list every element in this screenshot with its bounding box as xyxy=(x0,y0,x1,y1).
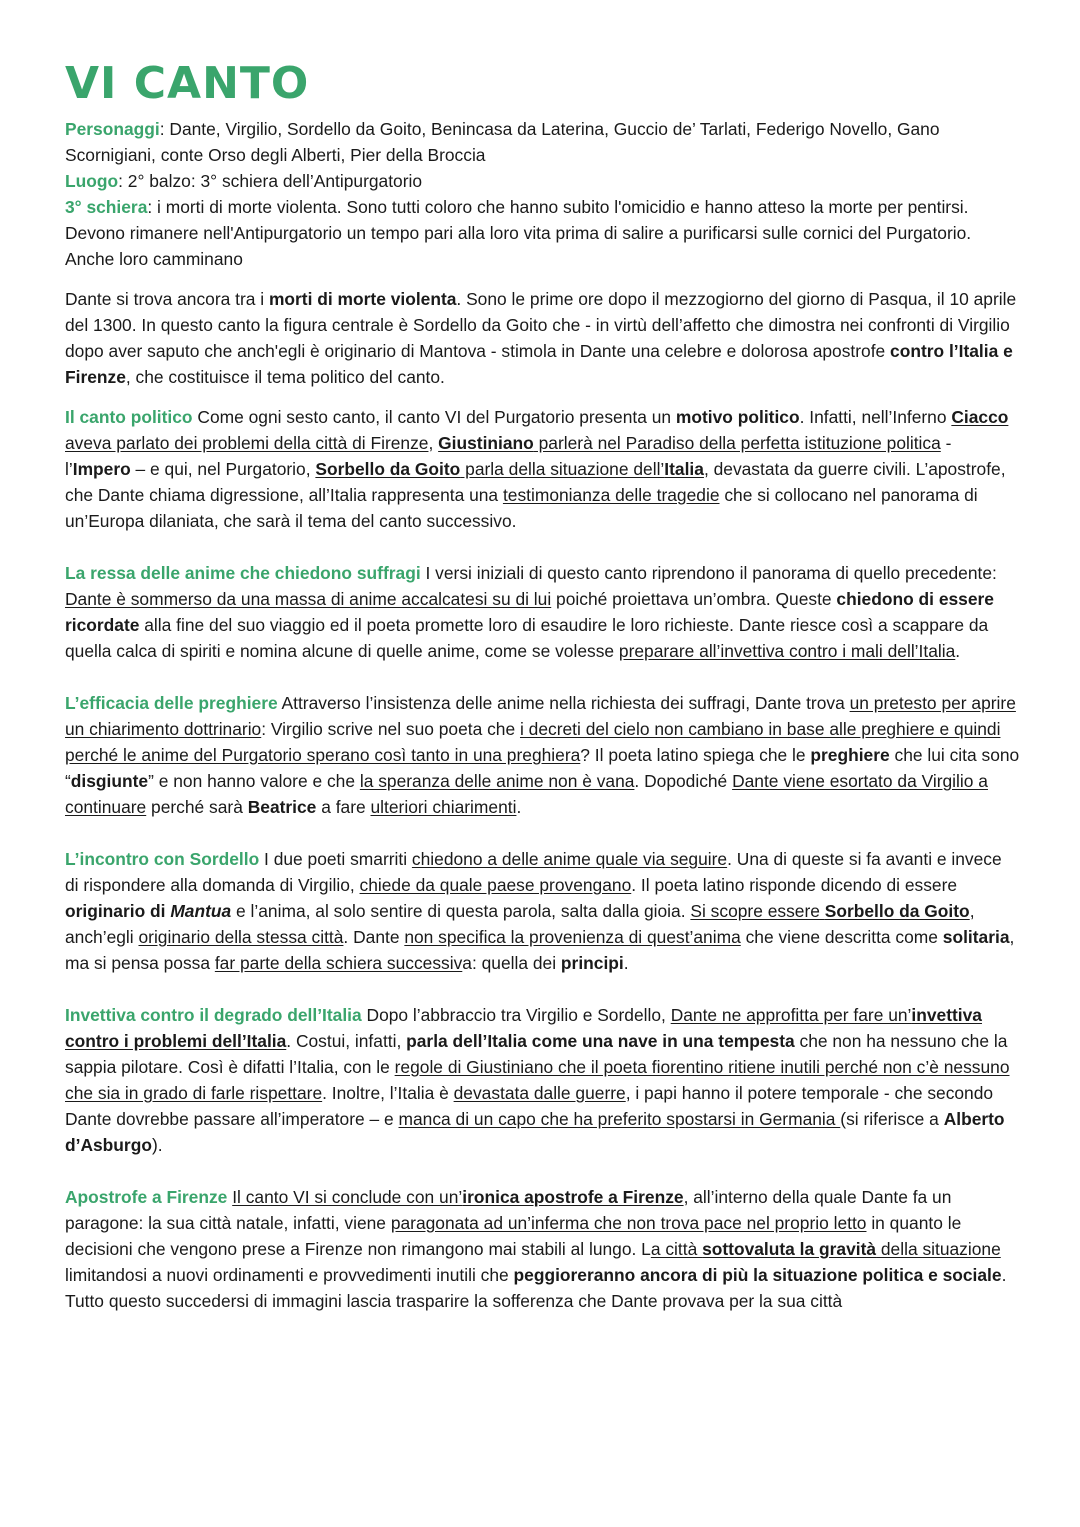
text: , ma si pensa possa xyxy=(65,927,1015,973)
luogo-line xyxy=(65,168,1020,194)
personaggi-label: Personaggi xyxy=(65,119,160,139)
bold-text: morti di morte violenta xyxy=(268,289,457,309)
text: della situazione xyxy=(876,1239,1001,1259)
underlined-text: paragonata ad un’inferma che non trova pace nel proprio letto xyxy=(390,1213,867,1233)
bold-text: Sorbello da Goito xyxy=(824,901,970,921)
text: , xyxy=(428,433,439,453)
bold-text: solitaria xyxy=(942,927,1010,947)
text: poiché proiettava un’ombra. Queste xyxy=(551,589,837,609)
bold-text: disgiunte xyxy=(70,771,149,791)
section-label: Il canto politico xyxy=(65,407,193,427)
text: : Virgilio scrive nel suo poeta che xyxy=(261,719,520,739)
text: . Una di queste si fa avanti e invece di rispondere alla domanda di Virgilio, xyxy=(65,849,1002,895)
text: , che costituisce il tema politico del canto. xyxy=(125,367,445,387)
text: che lui cita sono “ xyxy=(65,745,1020,791)
underlined-text xyxy=(315,459,704,479)
page-title: VI CANTO xyxy=(65,58,310,109)
text: . Tutto questo succedersi di immagini lascia trasparire la sofferenza che Dante provava per la sua città xyxy=(65,1265,1007,1311)
text: a fare xyxy=(316,797,371,817)
underlined-text: chiede da quale paese provengano xyxy=(359,875,632,895)
underlined-text: preparare all’invettiva contro i mali dell’Italia xyxy=(618,641,956,661)
intro-paragraph xyxy=(65,286,1020,390)
text: aveva parlato dei problemi della città di Firenze xyxy=(65,433,429,453)
bold-text: Ciacco xyxy=(951,407,1009,427)
personaggi-line xyxy=(65,116,1020,168)
text: , all’interno della quale Dante fa un paragone: la sua città natale, infatti, viene xyxy=(65,1187,952,1233)
underlined-text: far parte della schiera successiv xyxy=(214,953,463,973)
bold-text: Italia xyxy=(664,459,704,479)
text: . xyxy=(955,641,961,661)
text: ” e non hanno valore e che xyxy=(148,771,360,791)
text: Dante ne approfitta per fare un’ xyxy=(670,1005,912,1025)
schiera-label: 3° schiera xyxy=(65,197,148,217)
document-page xyxy=(65,58,1020,1314)
underlined-text: devastata dalle guerre xyxy=(453,1083,626,1103)
section-label: Apostrofe a Firenze xyxy=(65,1187,228,1207)
section-label: Invettiva contro il degrado dell’Italia xyxy=(65,1005,362,1025)
bold-text: ironica apostrofe a Firenze xyxy=(462,1187,684,1207)
text: a: quella dei xyxy=(462,953,561,973)
section-label: La ressa delle anime che chiedono suffragi xyxy=(65,563,421,583)
underlined-text: chiedono a delle anime quale via seguire xyxy=(411,849,728,869)
text: . Il poeta latino risponde dicendo di essere xyxy=(631,875,958,895)
underlined-text xyxy=(438,433,941,453)
text: perché sarà xyxy=(146,797,248,817)
bold-text: principi xyxy=(560,953,624,973)
underlined-text: i decreti del cielo non cambiano in base alle preghiere e quindi perché le anime del Purgatorio sperano così tanto in una preghiera xyxy=(65,719,1001,765)
text: a città xyxy=(650,1239,703,1259)
section-efficacia-preghiere xyxy=(65,690,1020,820)
text: . Sono le prime ore dopo il mezzogiorno del giorno di Pasqua, il 10 aprile del 1300. In questo canto la figura centrale è Sordello da Goito che - in virtù dell’affetto che dimostra nei confronti di Virgilio dopo aver saputo che anch'egli è originario di Mantova - stimola in Dante una celebre e dolorosa apostrofe xyxy=(65,289,1017,361)
underlined-text xyxy=(690,901,969,921)
bold-text: originario di xyxy=(65,901,171,921)
text: , devastata da guerre civili. L’apostrofe, che Dante chiama digressione, all’Italia rappresenta una xyxy=(65,459,1006,505)
bold-text: parla dell’Italia come una nave in una tempesta xyxy=(406,1031,795,1051)
text: Dopo l’abbraccio tra Virgilio e Sordello, xyxy=(361,1005,671,1025)
bold-text: invettiva contro i problemi dell’Italia xyxy=(65,1005,982,1051)
text: Come ogni sesto canto, il canto VI del Purgatorio presenta un xyxy=(192,407,676,427)
luogo-label: Luogo xyxy=(65,171,119,191)
personaggi-text: : Dante, Virgilio, Sordello da Goito, Benincasa da Laterina, Guccio de’ Tarlati, Federigo Novello, Gano Scornigiani, conte Orso degli Alberti, Pier della Broccia xyxy=(65,119,940,165)
text: . Costui, infatti, xyxy=(286,1031,407,1051)
bold-text: Beatrice xyxy=(247,797,317,817)
underlined-text: testimonianza delle tragedie xyxy=(502,485,720,505)
bold-text: Giustiniano xyxy=(438,433,534,453)
text: parla della situazione dell’ xyxy=(460,459,665,479)
bold-text: preghiere xyxy=(810,745,890,765)
text: in quanto le decisioni che vengono prese a Firenze non rimangono mai stabili al lungo. L xyxy=(65,1213,962,1259)
text: , i papi hanno il potere temporale - che secondo Dante dovrebbe passare all’imperatore – e xyxy=(65,1083,994,1129)
text: ). xyxy=(151,1135,163,1155)
luogo-text: : 2° balzo: 3° schiera dell’Antipurgatorio xyxy=(118,171,423,191)
section-label: L’efficacia delle preghiere xyxy=(65,693,278,713)
text: ? Il poeta latino spiega che le xyxy=(580,745,811,765)
bold-text: Sorbello da Goito xyxy=(315,459,461,479)
underlined-text: non specifica la provenienza di quest’anima xyxy=(404,927,741,947)
text: Dante si trova ancora tra i xyxy=(65,289,269,309)
text: - l’ xyxy=(65,433,952,479)
bold-text: peggioreranno ancora di più la situazione politica e sociale xyxy=(513,1265,1002,1285)
bold-text: contro l’Italia e Firenze xyxy=(65,341,1013,387)
text: , anch’egli xyxy=(65,901,975,947)
text: . Dante xyxy=(343,927,405,947)
underlined-text: regole di Giustiniano che il poeta fiorentino ritiene inutili perché non c’è nessuno che sia in grado di farle rispettare xyxy=(65,1057,1010,1103)
section-canto-politico xyxy=(65,404,1020,534)
underlined-text: manca di un capo che ha preferito spostarsi in Germania xyxy=(398,1109,841,1129)
section-incontro-sordello xyxy=(65,846,1020,976)
section-ressa-anime xyxy=(65,560,1020,664)
section-invettiva-italia xyxy=(65,1002,1020,1158)
bold-text: Impero xyxy=(72,459,131,479)
text: parlerà nel Paradiso della perfetta istituzione politica xyxy=(533,433,941,453)
text: I versi iniziali di questo canto riprendono il panorama di quello precedente: xyxy=(420,563,997,583)
schiera-line xyxy=(65,194,1020,272)
underlined-text: ulteriori chiarimenti xyxy=(370,797,517,817)
underlined-text xyxy=(232,1187,683,1207)
bold-italic-text: Mantua xyxy=(170,901,232,921)
underlined-text: originario della stessa città xyxy=(138,927,344,947)
underlined-text xyxy=(651,1239,1001,1259)
text: I due poeti smarriti xyxy=(259,849,412,869)
underlined-text: un pretesto per aprire un chiarimento dottrinario xyxy=(65,693,1016,739)
text: Il canto VI si conclude con un’ xyxy=(232,1187,463,1207)
text: . xyxy=(623,953,629,973)
text: – e qui, nel Purgatorio, xyxy=(130,459,316,479)
schiera-text: : i morti di morte violenta. Sono tutti coloro che hanno subito l'omicidio e hanno atteso la morte per pentirsi. Devono rimanere nell'Antipurgatorio un tempo pari alla loro vita prima di salire a purificarsi sulle cornici del Purgatorio. Anche loro camminano xyxy=(65,197,972,269)
text: limitandosi a nuovi ordinamenti e provvedimenti inutili che xyxy=(65,1265,514,1285)
section-apostrofe-firenze xyxy=(65,1184,1020,1314)
text: che si collocano nel panorama di un’Europa dilaniata, che sarà il tema del canto successivo. xyxy=(65,485,978,531)
text: . Infatti, nell’Inferno xyxy=(799,407,952,427)
underlined-text: la speranza delle anime non è vana xyxy=(359,771,635,791)
text: Attraverso l’insistenza delle anime nella richiesta dei suffragi, Dante trova xyxy=(277,693,850,713)
text: . xyxy=(516,797,522,817)
bold-text: chiedono di essere ricordate xyxy=(65,589,994,635)
bold-text: Alberto d’Asburgo xyxy=(65,1109,1005,1155)
text: Si scopre essere xyxy=(690,901,825,921)
text: (si riferisce a xyxy=(840,1109,944,1129)
bold-text: sottovaluta la gravità xyxy=(702,1239,877,1259)
underlined-text: Dante è sommerso da una massa di anime accalcatesi su di lui xyxy=(65,589,552,609)
text: . Inoltre, l’Italia è xyxy=(322,1083,454,1103)
section-label: L’incontro con Sordello xyxy=(65,849,260,869)
text: che viene descritta come xyxy=(740,927,943,947)
bold-text: motivo politico xyxy=(675,407,800,427)
text: . Dopodiché xyxy=(634,771,733,791)
underlined-text: Dante viene esortato da Virgilio a continuare xyxy=(65,771,988,817)
text: che non ha nessuno che la sappia pilotare. Così è difatti l’Italia, con le xyxy=(65,1031,1008,1077)
text: alla fine del suo viaggio ed il poeta promette loro di esaudire le loro richieste. Dante riesce così a scappare da quella calca di spiriti e nomina alcune di quelle anime, come se volesse xyxy=(65,615,989,661)
text: e l’anima, al solo sentire di questa parola, salta dalla gioia. xyxy=(231,901,691,921)
